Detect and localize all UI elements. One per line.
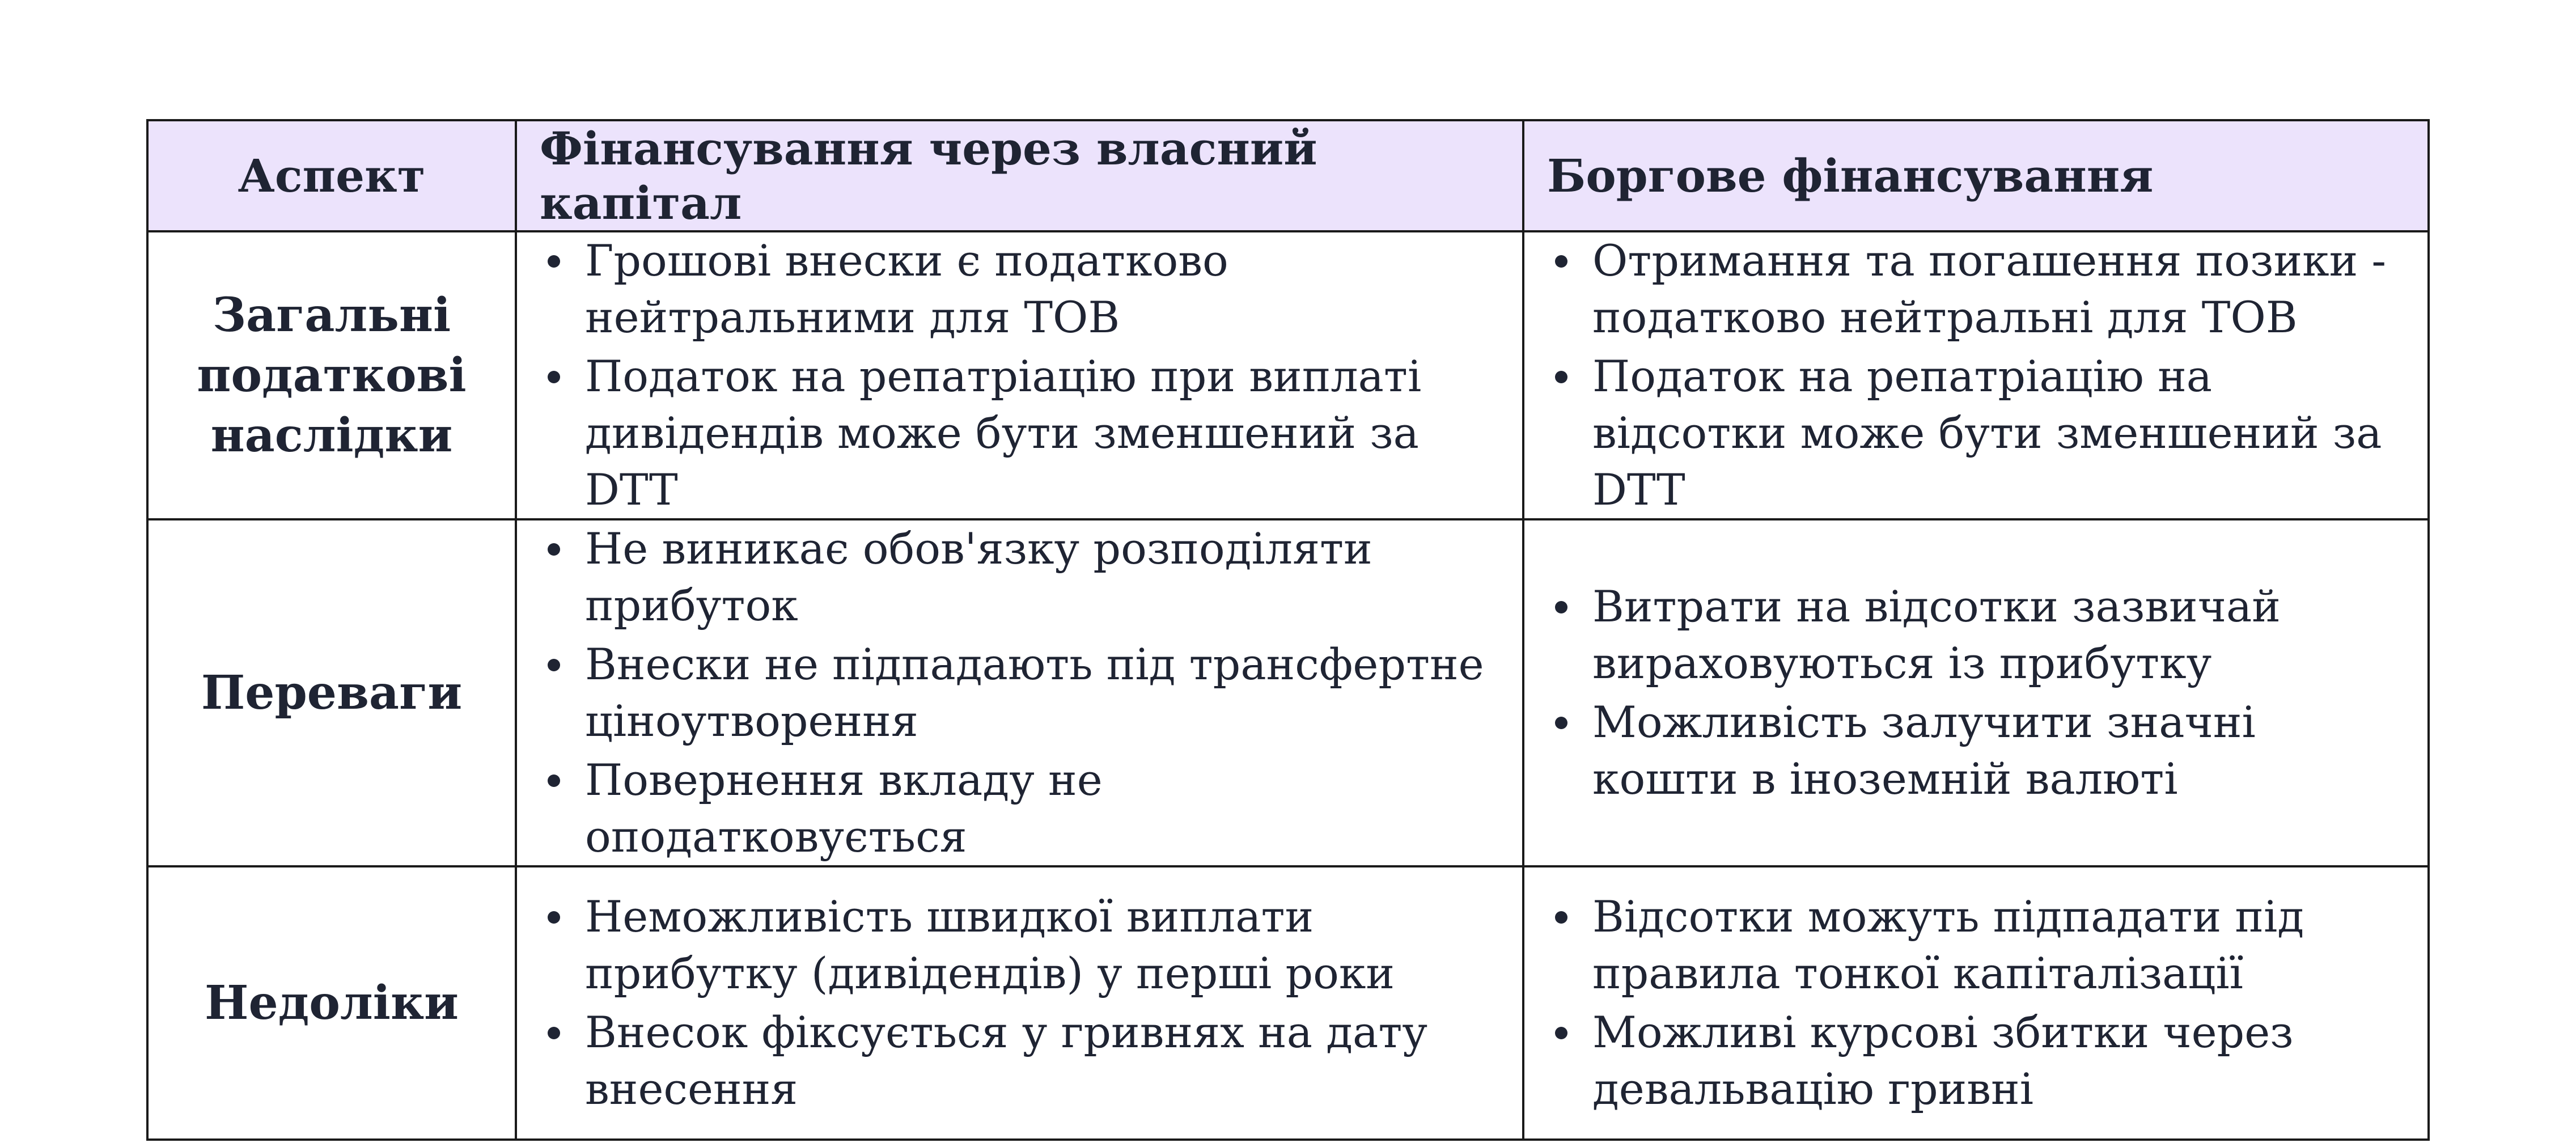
comparison-table-container bbox=[146, 119, 2427, 1141]
bullet-icon bbox=[540, 752, 585, 809]
bullet-icon bbox=[1547, 232, 1592, 289]
bullet-icon bbox=[1547, 694, 1592, 751]
header-debt-financing: Боргове фінансування bbox=[1523, 120, 2429, 231]
bullet-list bbox=[1547, 232, 2400, 518]
comparison-table bbox=[146, 119, 2430, 1141]
table-row-disadvantages bbox=[147, 866, 2429, 1140]
bullet-icon bbox=[1547, 578, 1592, 635]
header-aspect: Аспект bbox=[147, 120, 516, 231]
list-item: Неможливість швидкої виплати прибутку (дивідендів) у перші роки bbox=[540, 888, 1495, 1002]
row-label-advantages: Переваги bbox=[147, 519, 516, 866]
list-item: Можливість залучити значні кошти в іноземній валюті bbox=[1547, 694, 2400, 807]
list-item: Відсотки можуть підпадати під правила тонкої капіталізації bbox=[1547, 888, 2400, 1002]
list-item: Грошові внески є податково нейтральними для ТОВ bbox=[540, 232, 1495, 346]
debt-cell-advantages bbox=[1523, 519, 2429, 866]
header-row bbox=[147, 120, 2429, 231]
bullet-icon bbox=[1547, 888, 1592, 945]
bullet-icon bbox=[540, 348, 585, 405]
list-item: Податок на репатріацію на відсотки може бути зменшений за DTT bbox=[1547, 348, 2400, 518]
bullet-list bbox=[1547, 578, 2400, 807]
list-item: Внески не підпадають під трансфертне ціноутворення bbox=[540, 636, 1495, 750]
equity-cell-advantages bbox=[516, 519, 1523, 866]
list-item: Повернення вкладу не оподатковується bbox=[540, 752, 1495, 865]
bullet-icon bbox=[540, 888, 585, 945]
table-row-advantages bbox=[147, 519, 2429, 866]
bullet-icon bbox=[540, 636, 585, 693]
list-item: Внесок фіксується у гривнях на дату внесення bbox=[540, 1004, 1495, 1118]
list-item: Отримання та погашення позики - податково нейтральні для ТОВ bbox=[1547, 232, 2400, 346]
bullet-list bbox=[540, 520, 1495, 865]
list-item: Не виникає обов'язку розподіляти прибуток bbox=[540, 520, 1495, 634]
equity-cell-disadvantages bbox=[516, 866, 1523, 1140]
table-row-tax-consequences bbox=[147, 231, 2429, 519]
row-label-tax-consequences: Загальні податкові наслідки bbox=[147, 231, 516, 519]
list-item: Податок на репатріацію при виплаті дивідендів може бути зменшений за DTT bbox=[540, 348, 1495, 518]
debt-cell-tax bbox=[1523, 231, 2429, 519]
bullet-list bbox=[540, 888, 1495, 1118]
bullet-icon bbox=[540, 1004, 585, 1061]
bullet-list bbox=[540, 232, 1495, 518]
bullet-list bbox=[1547, 888, 2400, 1118]
equity-cell-tax bbox=[516, 231, 1523, 519]
row-label-disadvantages: Недоліки bbox=[147, 866, 516, 1140]
bullet-icon bbox=[1547, 1004, 1592, 1061]
debt-cell-disadvantages bbox=[1523, 866, 2429, 1140]
bullet-icon bbox=[540, 520, 585, 577]
header-equity-financing: Фінансування через власний капітал bbox=[516, 120, 1523, 231]
bullet-icon bbox=[540, 232, 585, 289]
list-item: Можливі курсові збитки через девальвацію гривні bbox=[1547, 1004, 2400, 1118]
list-item: Витрати на відсотки зазвичай вираховуються із прибутку bbox=[1547, 578, 2400, 692]
bullet-icon bbox=[1547, 348, 1592, 405]
